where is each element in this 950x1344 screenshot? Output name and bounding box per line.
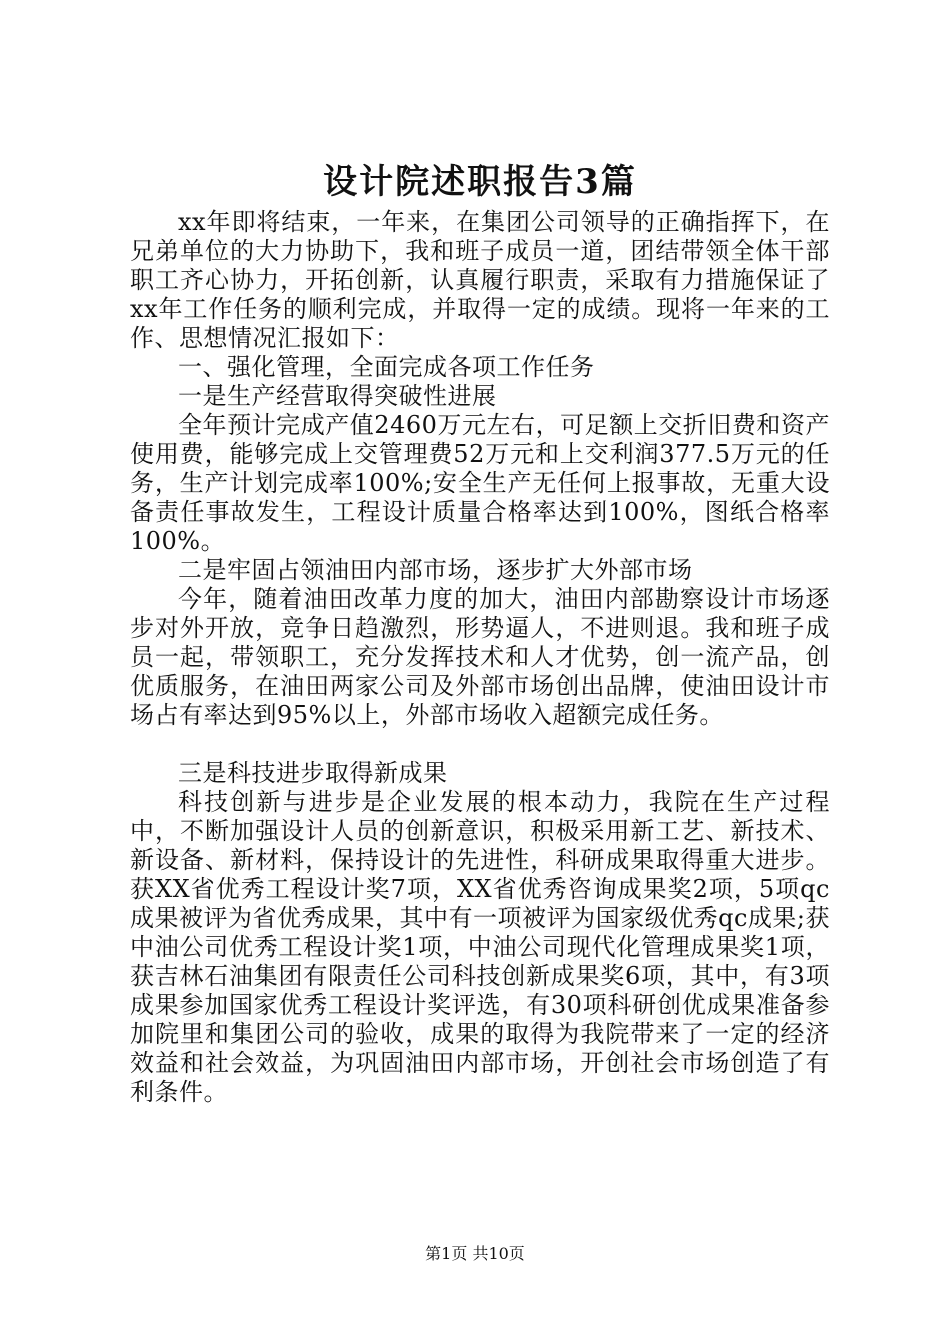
section-heading-1: 一、强化管理，全面完成各项工作任务	[178, 353, 595, 381]
technology-paragraph: 科技创新与进步是企业发展的根本动力，我院在生产过程中，不断加强设计人员的创新意识，积极采用新工艺、新技术、新设备、新材料，保持设计的先进性，科研成果取得重大进步。获XX省优秀工程设计奖7项，XX省优秀咨询成果奖2项，5项qc成果被评为省优秀成果，其中有一项被评为国家级优秀qc成果;获中油公司优秀工程设计奖1项，中油公司现代化管理成果奖1项，获吉林石油集团有限责任公司科技创新成果奖6项，其中，有3项成果参加国家优秀工程设计奖评选，有30项科研创优成果准备参加院里和集团公司的验收，成果的取得为我院带来了一定的经济效益和社会效益，为巩固油田内部市场，开创社会市场创造了有利条件。	[130, 788, 830, 1106]
subsection-heading-1: 一是生产经营取得突破性进展	[178, 382, 497, 410]
subsection-heading-2: 二是牢固占领油田内部市场，逐步扩大外部市场	[178, 556, 693, 584]
document-title: 设计院述职报告3篇	[323, 162, 637, 202]
page-footer: 第1页 共10页	[425, 1244, 525, 1263]
document-page	[130, 160, 830, 1107]
production-paragraph: 全年预计完成产值2460万元左右，可足额上交折旧费和资产使用费，能够完成上交管理费52万元和上交利润377.5万元的任务，生产计划完成率100%;安全生产无任何上报事故，无重大设备责任事故发生，工程设计质量合格率达到100%，图纸合格率100%。	[130, 411, 830, 555]
market-paragraph: 今年，随着油田改革力度的加大，油田内部勘察设计市场逐步对外开放，竞争日趋激烈，形势逼人，不进则退。我和班子成员一起，带领职工，充分发挥技术和人才优势，创一流产品，创优质服务，在油田两家公司及外部市场创出品牌，使油田设计市场占有率达到95%以上，外部市场收入超额完成任务。	[130, 585, 830, 729]
intro-paragraph: xx年即将结束，一年来，在集团公司领导的正确指挥下，在兄弟单位的大力协助下，我和班子成员一道，团结带领全体干部职工齐心协力，开拓创新，认真履行职责，采取有力措施保证了xx年工作任务的顺利完成，并取得一定的成绩。现将一年来的工作、思想情况汇报如下：	[130, 208, 830, 352]
subsection-heading-3: 三是科技进步取得新成果	[178, 759, 448, 787]
paragraph-gap	[130, 730, 830, 759]
